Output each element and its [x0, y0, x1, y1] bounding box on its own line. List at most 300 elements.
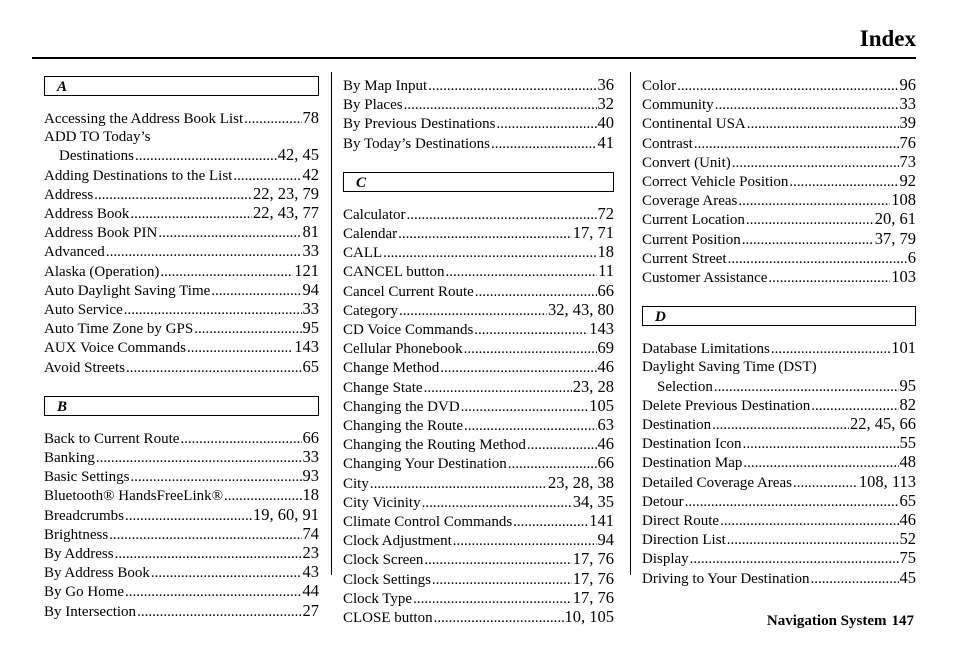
entry-term: Continental USA — [642, 116, 746, 133]
entry-page-refs: 19, 60, 91 — [253, 504, 319, 524]
index-entry — [44, 166, 319, 185]
dot-leader — [728, 250, 907, 268]
dot-leader — [453, 532, 597, 550]
entry-term: Calculator — [343, 206, 406, 223]
entry-term: By Places — [343, 97, 403, 114]
entry-page-refs: 11 — [598, 261, 614, 281]
index-entry — [44, 146, 319, 165]
entry-term: Selection — [657, 378, 713, 395]
index-entry — [343, 416, 614, 435]
index-entry — [343, 512, 614, 531]
entry-page-refs: 48 — [899, 452, 916, 472]
entry-term: CD Voice Commands — [343, 322, 474, 339]
entry-term: By Go Home — [44, 584, 124, 601]
entry-term: Detour — [642, 493, 684, 510]
entry-term: Delete Previous Destination — [642, 397, 811, 414]
dot-leader — [746, 211, 874, 229]
entry-page-refs: 141 — [589, 511, 614, 531]
dot-leader — [513, 513, 588, 531]
index-entry — [44, 582, 319, 601]
entry-page-refs: 94 — [302, 279, 319, 299]
entry-page-refs: 96 — [899, 75, 916, 94]
dot-leader — [446, 263, 598, 281]
entry-page-refs: 34, 35 — [572, 491, 614, 511]
entry-page-refs: 33 — [899, 94, 916, 114]
entry-page-refs: 42, 45 — [277, 145, 319, 165]
dot-leader — [491, 135, 596, 153]
index-entry — [44, 109, 319, 128]
entry-page-refs: 37, 79 — [874, 228, 916, 248]
entry-page-refs: 22, 23, 79 — [253, 183, 319, 203]
entry-page-refs: 65 — [899, 490, 916, 510]
entry-term: Auto Time Zone by GPS — [44, 321, 194, 338]
entry-term: Correct Vehicle Position — [642, 174, 789, 191]
entry-term: Community — [642, 97, 714, 114]
dot-leader — [771, 340, 890, 358]
index-entry — [343, 95, 614, 114]
entry-term: Daylight Saving Time (DST) — [642, 359, 817, 376]
index-entry — [642, 172, 916, 191]
dot-leader — [187, 339, 293, 357]
entry-term: City — [343, 475, 369, 492]
dot-leader — [125, 583, 302, 601]
entry-page-refs: 22, 43, 77 — [253, 203, 319, 223]
dot-leader — [715, 96, 899, 114]
entry-page-refs: 76 — [899, 132, 916, 152]
dot-leader — [422, 494, 572, 512]
dot-leader — [413, 590, 572, 608]
entry-term: Changing Your Destination — [343, 456, 507, 473]
entry-page-refs: 23 — [302, 543, 319, 563]
index-entry — [642, 511, 916, 530]
entry-term: Display — [642, 551, 689, 568]
page-title: Index — [859, 26, 916, 51]
entry-term: Brightness — [44, 526, 109, 543]
index-column-2 — [343, 76, 614, 627]
entry-page-refs: 143 — [294, 337, 319, 357]
entry-page-refs: 78 — [302, 108, 319, 127]
index-entry — [343, 531, 614, 550]
entry-term: Clock Type — [343, 590, 413, 607]
dot-leader — [370, 475, 547, 493]
entry-page-refs: 6 — [907, 247, 916, 267]
entry-page-refs: 45 — [899, 567, 916, 587]
index-entry — [642, 358, 916, 376]
entry-page-refs: 39 — [899, 113, 916, 133]
entry-page-refs: 23, 28 — [572, 376, 614, 396]
entry-page-refs: 41 — [597, 132, 614, 152]
entry-term: Avoid Streets — [44, 359, 125, 376]
dot-leader — [747, 115, 899, 133]
dot-leader — [125, 507, 252, 525]
dot-leader — [432, 571, 572, 589]
entry-term: Banking — [44, 450, 95, 467]
index-entry — [343, 205, 614, 224]
entry-term: Advanced — [44, 244, 105, 261]
index-entry — [44, 338, 319, 357]
entry-term: Basic Settings — [44, 469, 130, 486]
index-entry — [642, 134, 916, 153]
section-letter-header: A — [44, 76, 319, 96]
entry-term: ADD TO Today’s — [44, 129, 151, 146]
entry-page-refs: 17, 76 — [572, 549, 614, 569]
index-entry — [343, 589, 614, 608]
dot-leader — [124, 301, 302, 319]
index-column-1 — [44, 76, 319, 621]
header-rule — [32, 57, 916, 59]
dot-leader — [96, 449, 302, 467]
page-footer — [767, 613, 914, 630]
dot-leader — [398, 225, 572, 243]
dot-leader — [464, 340, 597, 358]
index-entry — [44, 358, 319, 377]
entry-page-refs: 95 — [302, 318, 319, 338]
entry-page-refs: 33 — [302, 241, 319, 261]
entry-term: Breadcrumbs — [44, 507, 124, 524]
index-entry — [642, 377, 916, 396]
dot-leader — [497, 115, 597, 133]
entry-term: Changing the Route — [343, 418, 463, 435]
entry-page-refs: 22, 45, 66 — [850, 414, 916, 434]
entry-term: Address Book — [44, 206, 130, 223]
entry-page-refs: 93 — [302, 466, 319, 486]
dot-leader — [712, 416, 849, 434]
index-entry — [343, 339, 614, 358]
index-entry — [343, 134, 614, 153]
section-letter-header: B — [44, 396, 319, 416]
dot-leader — [106, 243, 302, 261]
entry-term: Destination Map — [642, 455, 743, 472]
dot-leader — [434, 609, 564, 627]
index-entry — [642, 210, 916, 229]
column-divider — [630, 72, 631, 575]
dot-leader — [440, 359, 596, 377]
entry-page-refs: 105 — [589, 395, 614, 415]
index-entry — [44, 563, 319, 582]
entry-term: Destination — [642, 417, 712, 434]
dot-leader — [685, 493, 899, 511]
entry-term: Adding Destinations to the List — [44, 167, 233, 184]
entry-term: By Map Input — [343, 78, 428, 94]
index-entry — [343, 282, 614, 301]
entry-term: Change Method — [343, 360, 440, 377]
entry-term: Address — [44, 186, 94, 203]
entry-page-refs: 65 — [302, 356, 319, 376]
entry-page-refs: 73 — [899, 151, 916, 171]
entry-term: Detailed Coverage Areas — [642, 474, 792, 491]
entry-term: Destinations — [59, 148, 134, 165]
dot-leader — [180, 430, 301, 448]
entry-term: By Today’s Destinations — [343, 135, 491, 152]
index-entry — [44, 262, 319, 281]
entry-term: Auto Daylight Saving Time — [44, 282, 211, 299]
entry-page-refs: 82 — [899, 394, 916, 414]
index-entry — [44, 300, 319, 319]
entry-page-refs: 69 — [597, 338, 614, 358]
dot-leader — [789, 173, 898, 191]
dot-leader — [151, 564, 302, 582]
index-entry — [343, 76, 614, 95]
entry-term: Coverage Areas — [642, 193, 738, 210]
index-entry — [642, 434, 916, 453]
dot-leader — [527, 436, 597, 454]
entry-term: Clock Settings — [343, 571, 431, 588]
entry-term: City Vicinity — [343, 494, 421, 511]
entry-term: By Previous Destinations — [343, 116, 496, 133]
index-entry — [343, 301, 614, 320]
dot-leader — [130, 468, 301, 486]
entry-page-refs: 95 — [899, 375, 916, 395]
entry-page-refs: 92 — [899, 171, 916, 191]
index-entry — [343, 550, 614, 569]
index-entry — [642, 249, 916, 268]
entry-term: Calendar — [343, 226, 398, 243]
dot-leader — [244, 110, 301, 128]
entry-page-refs: 101 — [891, 338, 916, 358]
entry-page-refs: 23, 28, 38 — [548, 472, 614, 492]
dot-leader — [743, 454, 898, 472]
entry-page-refs: 121 — [294, 260, 319, 280]
entry-page-refs: 143 — [589, 319, 614, 339]
entry-term: Back to Current Route — [44, 430, 180, 447]
entry-term: Changing the Routing Method — [343, 437, 526, 454]
dot-leader — [383, 244, 596, 262]
entry-term: Current Street — [642, 250, 727, 267]
index-entry — [44, 525, 319, 544]
index-entry — [642, 76, 916, 95]
index-entry — [642, 473, 916, 492]
index-entry — [642, 114, 916, 133]
entry-term: CLOSE button — [343, 610, 433, 627]
entry-term: Climate Control Commands — [343, 514, 513, 531]
index-entry — [44, 467, 319, 486]
entry-page-refs: 43 — [302, 562, 319, 582]
section-letter-header: C — [343, 172, 614, 192]
section-gap — [44, 377, 319, 396]
entry-term: Database Limitations — [642, 341, 770, 358]
index-entry — [343, 570, 614, 589]
entry-term: Clock Adjustment — [343, 533, 452, 550]
dot-leader — [94, 186, 252, 204]
entry-page-refs: 66 — [302, 427, 319, 447]
dot-leader — [194, 320, 301, 338]
section-gap — [343, 153, 614, 172]
dot-leader — [743, 435, 899, 453]
index-entry — [642, 191, 916, 210]
entry-page-refs: 81 — [302, 222, 319, 242]
entry-term: Category — [343, 302, 398, 319]
dot-leader — [158, 224, 301, 242]
entry-page-refs: 33 — [302, 299, 319, 319]
entry-page-refs: 17, 76 — [572, 568, 614, 588]
entry-page-refs: 75 — [899, 548, 916, 568]
entry-page-refs: 18 — [597, 242, 614, 262]
index-entry — [44, 506, 319, 525]
index-entry — [44, 223, 319, 242]
index-entry — [343, 435, 614, 454]
dot-leader — [464, 417, 597, 435]
index-entry — [44, 185, 319, 204]
entry-term: Auto Service — [44, 302, 123, 319]
entry-term: Color — [642, 78, 677, 94]
entry-page-refs: 32, 43, 80 — [548, 299, 614, 319]
entry-page-refs: 36 — [597, 75, 614, 94]
entry-term: Driving to Your Destination — [642, 570, 810, 587]
entry-page-refs: 42 — [302, 164, 319, 184]
entry-page-refs: 17, 71 — [572, 223, 614, 243]
dot-leader — [211, 282, 301, 300]
index-entry — [44, 319, 319, 338]
entry-page-refs: 10, 105 — [564, 607, 614, 627]
index-entry — [642, 530, 916, 549]
index-entry — [343, 114, 614, 133]
index-entry — [44, 204, 319, 223]
dot-leader — [811, 397, 898, 415]
entry-term: By Intersection — [44, 603, 137, 620]
index-entry — [44, 242, 319, 261]
index-entry — [44, 602, 319, 621]
index-entry — [642, 230, 916, 249]
index-entry — [343, 493, 614, 512]
index-entry — [642, 415, 916, 434]
index-entry — [44, 281, 319, 300]
entry-term: Current Location — [642, 212, 745, 229]
entry-page-refs: 44 — [302, 581, 319, 601]
index-entry — [343, 454, 614, 473]
dot-leader — [474, 321, 588, 339]
entry-term: CALL — [343, 245, 383, 262]
entry-page-refs: 20, 61 — [874, 209, 916, 229]
index-entry — [44, 448, 319, 467]
entry-page-refs: 63 — [597, 415, 614, 435]
index-entry — [44, 429, 319, 448]
entry-term: Cellular Phonebook — [343, 341, 463, 358]
entry-page-refs: 40 — [597, 113, 614, 133]
entry-page-refs: 66 — [597, 453, 614, 473]
dot-leader — [115, 545, 302, 563]
index-column-3 — [642, 76, 916, 588]
dot-leader — [130, 205, 252, 223]
entry-term: By Address Book — [44, 565, 150, 582]
index-entry — [343, 243, 614, 262]
entry-page-refs: 52 — [899, 529, 916, 549]
index-entry — [343, 397, 614, 416]
index-entry — [343, 224, 614, 243]
index-entry — [642, 268, 916, 287]
entry-page-refs: 66 — [597, 280, 614, 300]
entry-term: By Address — [44, 546, 114, 563]
entry-page-refs: 33 — [302, 447, 319, 467]
entry-term: Address Book PIN — [44, 225, 158, 242]
entry-term: Cancel Current Route — [343, 283, 474, 300]
dot-leader — [811, 570, 899, 588]
dot-leader — [727, 531, 899, 549]
dot-leader — [224, 487, 301, 505]
index-entry — [642, 339, 916, 358]
dot-leader — [768, 269, 890, 287]
dot-leader — [135, 147, 277, 165]
entry-term: Destination Icon — [642, 436, 742, 453]
entry-term: Customer Assistance — [642, 270, 768, 287]
footer-section: Navigation System — [766, 613, 887, 629]
column-divider — [331, 72, 332, 575]
entry-page-refs: 94 — [597, 530, 614, 550]
index-entry — [642, 453, 916, 472]
entry-page-refs: 32 — [597, 94, 614, 114]
entry-term: Bluetooth® HandsFreeLink® — [44, 488, 224, 505]
page-number: 147 — [891, 613, 914, 629]
dot-leader — [793, 474, 858, 492]
dot-leader — [742, 231, 874, 249]
entry-page-refs: 27 — [302, 600, 319, 620]
entry-term: Changing the DVD — [343, 398, 460, 415]
dot-leader — [160, 263, 293, 281]
index-entry — [44, 128, 319, 146]
dot-leader — [738, 192, 890, 210]
dot-leader — [404, 96, 597, 114]
entry-term: AUX Voice Commands — [44, 340, 186, 357]
entry-term: Direct Route — [642, 513, 720, 530]
dot-leader — [714, 378, 899, 396]
entry-term: Change State — [343, 379, 423, 396]
dot-leader — [424, 551, 571, 569]
section-letter-header: D — [642, 306, 916, 326]
dot-leader — [461, 398, 589, 416]
dot-leader — [137, 603, 301, 621]
entry-page-refs: 46 — [597, 357, 614, 377]
index-entry — [642, 492, 916, 511]
entry-term: Clock Screen — [343, 552, 424, 569]
dot-leader — [399, 302, 547, 320]
entry-page-refs: 108 — [891, 190, 916, 210]
entry-term: Direction List — [642, 532, 726, 549]
entry-page-refs: 72 — [597, 203, 614, 223]
dot-leader — [428, 77, 596, 95]
index-entry — [642, 153, 916, 172]
section-gap — [642, 287, 916, 306]
dot-leader — [694, 135, 899, 153]
dot-leader — [475, 283, 597, 301]
dot-leader — [406, 206, 596, 224]
index-entry — [343, 608, 614, 627]
index-entry — [642, 549, 916, 568]
dot-leader — [720, 512, 898, 530]
index-entry — [343, 262, 614, 281]
index-entry — [642, 396, 916, 415]
dot-leader — [109, 526, 301, 544]
dot-leader — [690, 550, 899, 568]
entry-page-refs: 74 — [302, 523, 319, 543]
dot-leader — [677, 77, 898, 95]
entry-term: Current Position — [642, 231, 741, 248]
entry-page-refs: 17, 76 — [572, 587, 614, 607]
entry-term: Contrast — [642, 135, 693, 152]
index-entry — [44, 544, 319, 563]
index-entry — [44, 486, 319, 505]
dot-leader — [424, 379, 572, 397]
entry-page-refs: 55 — [899, 433, 916, 453]
entry-page-refs: 18 — [302, 485, 319, 505]
entry-page-refs: 108, 113 — [858, 471, 916, 491]
dot-leader — [233, 167, 301, 185]
index-entry — [343, 358, 614, 377]
entry-term: CANCEL button — [343, 264, 445, 281]
entry-page-refs: 103 — [891, 267, 916, 287]
entry-term: Convert (Unit) — [642, 154, 731, 171]
entry-page-refs: 46 — [597, 434, 614, 454]
index-entry — [343, 320, 614, 339]
dot-leader — [732, 154, 899, 172]
